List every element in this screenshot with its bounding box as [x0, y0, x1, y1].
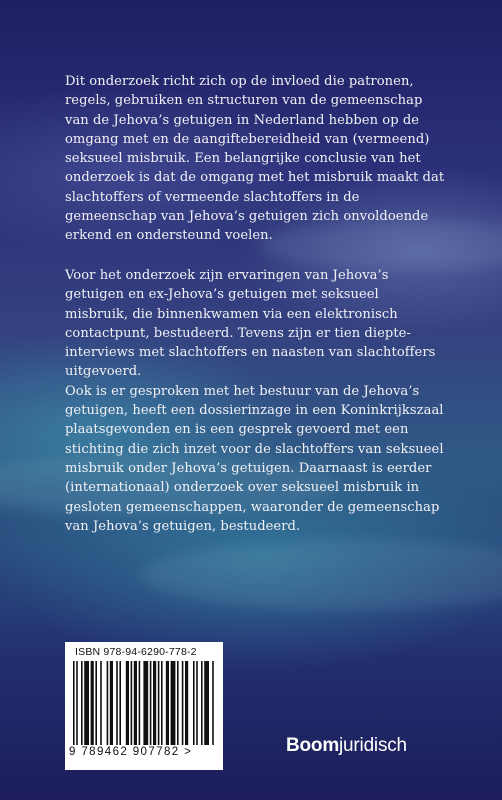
light-streak — [140, 540, 502, 610]
barcode-bar — [204, 661, 209, 745]
barcode-bar — [81, 661, 83, 745]
barcode-bar — [91, 661, 94, 745]
barcode-bar — [84, 661, 89, 745]
publisher-name-bold: Boom — [286, 735, 340, 756]
summary-paragraph-group — [65, 266, 445, 536]
barcode-bar — [110, 661, 113, 745]
barcode-bar — [193, 661, 195, 745]
barcode-bar — [131, 661, 133, 745]
barcode-bar — [150, 661, 152, 745]
barcode-bar — [212, 661, 214, 745]
barcode-bar — [185, 661, 188, 745]
barcode-bar — [143, 661, 148, 745]
barcode-bar — [134, 661, 137, 745]
summary-paragraph-1: Dit onderzoek richt zich op de invloed die patronen, regels, gebruiken en structuren van de gemeenschap van de Jehova’s getuigen in Nederland hebben op de omgang met en de aangiftebereidheid van (vermeend) seksueel misbruik. Een belangrijke conclusie van het onderzoek is dat de omgang met het misbruik maakt dat slachtoffers of vermeende slachtoffers in de gemeenschap van Jehova’s getuigen zich onvoldoende erkend en ondersteund voelen. — [65, 74, 445, 244]
barcode-bar — [182, 661, 184, 745]
barcode-bar — [119, 661, 121, 745]
summary-paragraph-2: Voor het onderzoek zijn ervaringen van Jehova’s getuigen en ex-Jehova’s getuigen met seksueel misbruik, die binnenkwamen via een elektronisch contactpunt, bestudeerd. Tevens zijn er tien diepte-interviews met slachtoffers en naasten van slachtoffers uitgevoerd. — [65, 268, 436, 380]
publisher-name-regular: juridisch — [339, 735, 407, 756]
barcode-bar — [73, 661, 75, 745]
barcode-bar — [196, 661, 198, 745]
publisher-logo — [286, 735, 407, 757]
barcode-bar — [166, 661, 169, 745]
barcode-bar — [153, 661, 156, 745]
barcode-bar — [116, 661, 118, 745]
barcode-bar — [158, 661, 160, 745]
barcode-bar — [100, 661, 102, 745]
barcode-bar — [201, 661, 203, 745]
barcode-bar — [139, 661, 141, 745]
barcode-icon — [71, 661, 217, 747]
barcode-bar — [171, 661, 176, 745]
isbn-label: ISBN 978-94-6290-778-2 — [75, 646, 197, 658]
barcode-digits: 9 789462 907782 > — [69, 746, 193, 758]
barcode-bar — [177, 661, 179, 745]
barcode-bar — [126, 661, 129, 745]
summary-paragraph-3: Ook is er gesproken met het bestuur van de Jehova’s getuigen, heeft een dossierinzage in een Koninkrijkszaal plaatsgevonden en is een gesprek gevoerd met een stichting die zich inzet voor de slachtoffers van seksueel misbruik onder Jehova’s getuigen. Daarnaast is eerder (internationaal) onderzoek over seksueel misbruik in gesloten gemeenschappen, waaronder de gemeenschap van Jehova’s getuigen, bestudeerd. — [65, 383, 444, 534]
barcode-panel — [65, 642, 223, 770]
barcode-bar — [76, 661, 78, 745]
barcode-bar — [95, 661, 97, 745]
barcode-bar — [107, 661, 109, 745]
barcode-bar — [161, 661, 163, 745]
